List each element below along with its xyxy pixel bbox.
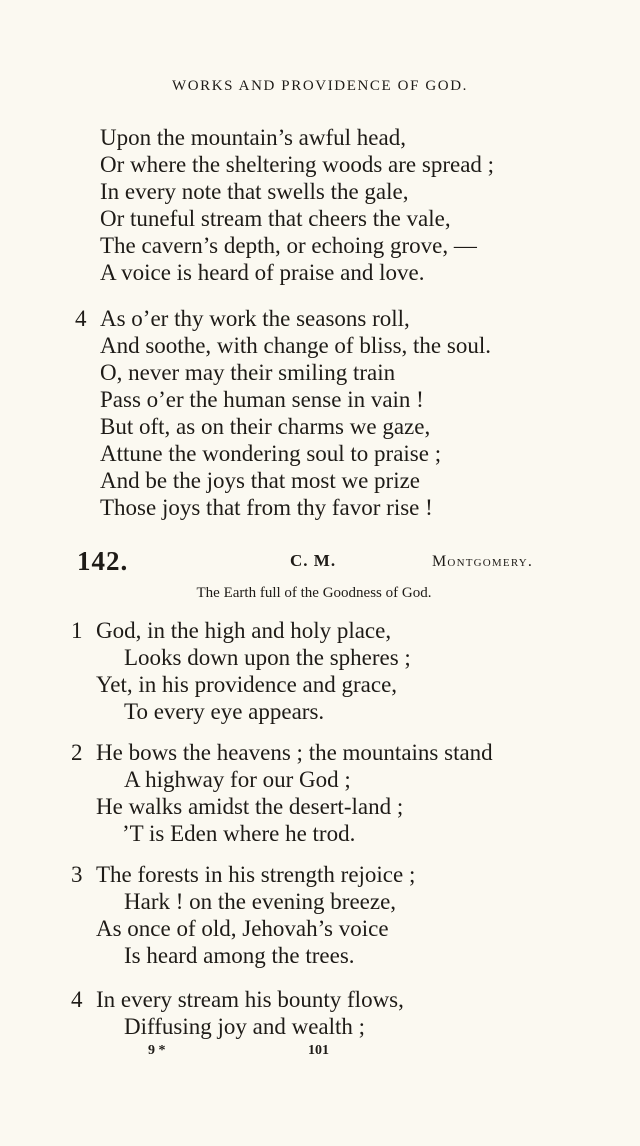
- signature-mark: 9 *: [148, 1043, 166, 1058]
- verse-line: God, in the high and holy place,: [96, 618, 392, 643]
- verse-line: Or where the sheltering woods are spread ;: [100, 152, 495, 177]
- verse-line: Is heard among the trees.: [124, 943, 355, 968]
- verse-line: And soothe, with change of bliss, the soul.: [100, 333, 491, 358]
- verse-line: In every note that swells the gale,: [100, 179, 409, 204]
- hymn-author: Montgomery.: [432, 553, 534, 570]
- stanza-number: 2: [71, 740, 83, 765]
- verse-line: Pass o’er the human sense in vain !: [100, 387, 424, 412]
- hymn-title: The Earth full of the Goodness of God.: [196, 585, 432, 601]
- verse-line: And be the joys that most we prize: [100, 468, 421, 493]
- verse-line: ’T is Eden where he trod.: [122, 821, 356, 846]
- running-head: WORKS AND PROVIDENCE OF GOD.: [171, 78, 469, 94]
- page-number: 101: [308, 1043, 329, 1058]
- verse-line: Those joys that from thy favor rise !: [100, 495, 433, 520]
- verse-line: Or tuneful stream that cheers the vale,: [100, 206, 451, 231]
- verse-line: A voice is heard of praise and love.: [100, 260, 425, 285]
- hymn-meter: C. M.: [290, 551, 337, 570]
- verse-line: The cavern’s depth, or echoing grove, —: [100, 233, 477, 258]
- verse-line: As once of old, Jehovah’s voice: [96, 916, 389, 941]
- verse-line: To every eye appears.: [124, 699, 325, 724]
- stanza-number: 4: [71, 987, 83, 1012]
- verse-line: O, never may their smiling train: [100, 360, 396, 385]
- verse-line: But oft, as on their charms we gaze,: [100, 414, 431, 439]
- verse-line: Looks down upon the spheres ;: [124, 645, 411, 670]
- stanza-number: 1: [71, 618, 83, 643]
- verse-line: A highway for our God ;: [124, 767, 351, 792]
- verse-line: In every stream his bounty flows,: [96, 987, 404, 1012]
- verse-line: As o’er thy work the seasons roll,: [100, 306, 410, 331]
- verse-line: Upon the mountain’s awful head,: [100, 125, 406, 150]
- verse-line: Diffusing joy and wealth ;: [124, 1014, 366, 1039]
- verse-line: He bows the heavens ; the mountains stand: [96, 740, 493, 765]
- stanza-number: 3: [71, 862, 83, 887]
- hymn-number: 142.: [77, 546, 129, 576]
- verse-line: The forests in his strength rejoice ;: [96, 862, 416, 887]
- verse-line: Yet, in his providence and grace,: [96, 672, 398, 697]
- verse-line: Attune the wondering soul to praise ;: [100, 441, 442, 466]
- verse-line: He walks amidst the desert-land ;: [96, 794, 404, 819]
- verse-line: Hark ! on the evening breeze,: [124, 889, 397, 914]
- stanza-number: 4: [75, 306, 87, 331]
